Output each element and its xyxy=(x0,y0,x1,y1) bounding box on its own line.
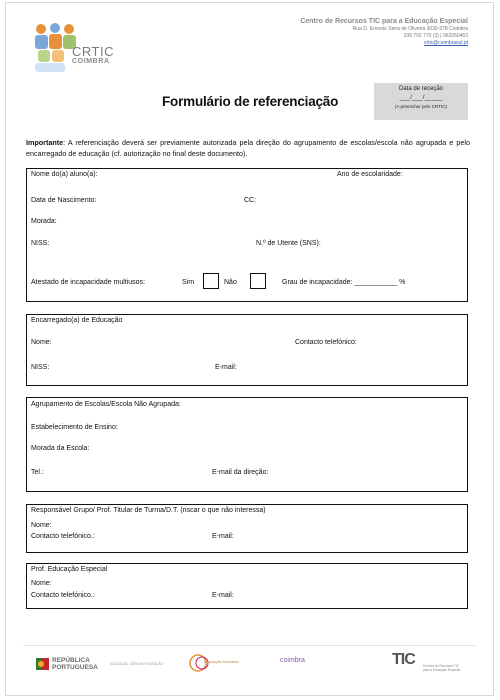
org-email-link[interactable]: crtic@coimbrasul.pt xyxy=(424,40,468,46)
student-cc-field[interactable]: CC: xyxy=(244,197,257,204)
special-ed-heading: Prof. Educação Especial xyxy=(31,566,108,573)
school-email-field[interactable]: E-mail da direção: xyxy=(212,469,269,476)
reception-box xyxy=(374,83,468,120)
logo-sub: COIMBRA xyxy=(72,58,110,65)
special-ed-email-field[interactable]: E-mail: xyxy=(212,592,234,599)
disability-degree-field[interactable]: Grau de incapacidade: ___________ % xyxy=(282,279,406,286)
school-heading-field[interactable]: Agrupamento de Escolas/Escola Não Agrupada: xyxy=(31,401,181,408)
guardian-email-field[interactable]: E-mail: xyxy=(215,364,237,371)
certificate-no-label: Não xyxy=(224,279,237,286)
republica-text: REPÚBLICA xyxy=(52,657,90,664)
tic-logo: TIC xyxy=(392,651,415,668)
certificate-no-checkbox[interactable] xyxy=(250,273,266,289)
logo-text xyxy=(72,44,114,67)
responsible-section xyxy=(26,504,468,553)
student-address-field[interactable]: Morada: xyxy=(31,218,57,225)
footer-divider xyxy=(23,645,475,646)
reception-title: Data de receção xyxy=(398,86,444,92)
educacao-inclusiva-text: Educação Inclusiva xyxy=(204,659,239,664)
tic-sub-text: Centros de Recursos TIC para a Educação Especial xyxy=(423,664,461,672)
portuguesa-text: PORTUGUESA xyxy=(52,664,98,671)
student-section xyxy=(26,168,468,302)
intro-text: : A referenciação deverá ser previamente autorizada pela direção do agrupamento de escolas/escola não agrupada e pelo encarregado de educação (cf. autorização no final deste documento). xyxy=(26,138,470,158)
special-ed-phone-field[interactable]: Contacto telefónico.: xyxy=(31,592,95,599)
responsible-name-field[interactable]: Nome: xyxy=(31,522,52,529)
org-name: Centro de Recursos TIC para a Educação Especial xyxy=(300,18,468,25)
logo-main: CRTIC xyxy=(72,44,114,59)
intro-paragraph xyxy=(26,137,470,159)
republica-emblem-icon xyxy=(36,656,50,672)
certificate-label: Atestado de incapacidade multiusos: xyxy=(31,279,146,286)
coimbra-logo: coimbra xyxy=(280,657,305,664)
republica-logo xyxy=(52,657,98,671)
certificate-yes-checkbox[interactable] xyxy=(203,273,219,289)
student-name-field[interactable]: Nome do(a) aluno(a): xyxy=(31,171,98,178)
guardian-section xyxy=(26,314,468,386)
responsible-email-field[interactable]: E-mail: xyxy=(212,533,234,540)
reception-note: (A preencher pelo CRTIC) xyxy=(395,104,447,109)
special-ed-name-field[interactable]: Nome: xyxy=(31,580,52,587)
org-phone: 239 792 770 (3) | 962050463 xyxy=(403,33,468,39)
org-address: Rua D. Ernesto Sena de Oliveira 3030-378 Coimbra xyxy=(352,26,468,32)
guardian-heading: Encarregado(a) de Educação xyxy=(31,317,123,324)
certificate-yes-label: Sim xyxy=(182,279,195,286)
student-sns-field[interactable]: N.º de Utente (SNS): xyxy=(256,240,321,247)
guardian-name-field[interactable]: Nome: xyxy=(31,339,52,346)
special-ed-section xyxy=(26,563,468,609)
student-niss-field[interactable]: NISS: xyxy=(31,240,50,247)
page-title: Formulário de referenciação xyxy=(162,94,339,109)
gov-sub-text: EDUCAÇÃO, CIÊNCIA E INOVAÇÃO xyxy=(110,662,164,666)
student-birth-field[interactable]: Data de Nascimento: xyxy=(31,197,97,204)
responsible-heading: Responsável Grupo/ Prof. Titular de Turma/D.T. (riscar o que não interessa) xyxy=(31,507,266,514)
student-grade-field[interactable]: Ano de escolaridade: xyxy=(337,171,403,178)
org-info xyxy=(300,17,468,47)
school-section xyxy=(26,397,468,492)
guardian-niss-field[interactable]: NISS: xyxy=(31,364,50,371)
reception-date-field[interactable]: ___/___/_____ xyxy=(399,95,443,101)
school-tel-field[interactable]: Tel.: xyxy=(31,469,44,476)
guardian-phone-field[interactable]: Contacto telefónico: xyxy=(295,339,357,346)
intro-bold: Importante xyxy=(26,138,64,147)
responsible-phone-field[interactable]: Contacto telefónico.: xyxy=(31,533,95,540)
school-establishment-field[interactable]: Estabelecimento de Ensino: xyxy=(31,424,118,431)
school-address-field[interactable]: Morada da Escola: xyxy=(31,445,90,452)
